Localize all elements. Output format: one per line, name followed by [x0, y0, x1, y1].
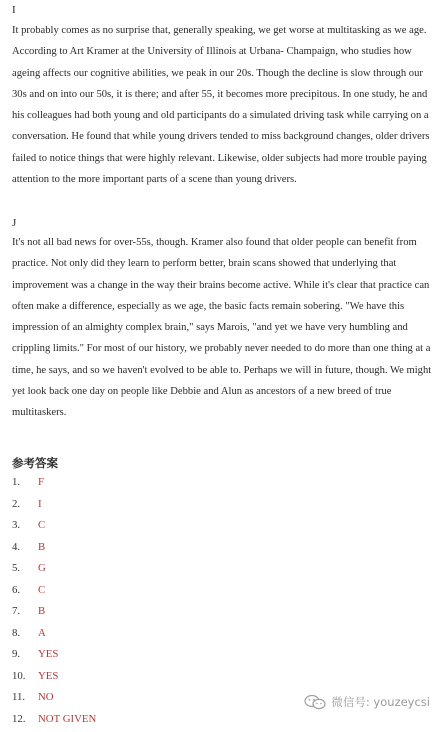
answer-item: [12, 515, 96, 537]
answer-value: B: [38, 540, 46, 553]
paragraph-i: It probably comes as no surprise that, generally speaking, we get worse at multitasking as we age. According to Art Kramer at the University of Illinois at Urbana- Champaign, who studies how ageing affects our cognitive abilities, we peak in our 20s. Though the decline is slow through our 30s and on into our 50s, it is there; and after 55, it becomes more precipitous. In one study, he and his colleagues had both young and old participants do a simulated driving task while carrying on a conversation. He found that while young drivers tended to miss background changes, older drivers failed to notice things that were highly relevant. Likewise, older subjects had more trouble paying attention to the more important parts of a scene than young drivers.: [12, 25, 430, 186]
wechat-watermark: [304, 694, 430, 710]
answer-number: 7.: [12, 605, 21, 617]
answer-number: 9.: [12, 648, 21, 660]
answer-value: C: [38, 519, 46, 531]
answer-value: F: [38, 476, 45, 488]
answer-item: [12, 558, 96, 580]
answer-item: [12, 580, 96, 602]
answer-item: [12, 537, 96, 559]
answer-value: YES: [38, 669, 59, 682]
answer-number: 10.: [12, 669, 26, 682]
answer-item: [12, 494, 96, 516]
watermark-text: 微信号: youzeycsi: [331, 695, 430, 709]
answer-key-title: 参考答案: [12, 456, 58, 470]
answer-value: B: [38, 605, 46, 617]
answer-item: [12, 666, 96, 688]
answer-number: 1.: [12, 476, 21, 488]
answer-value: A: [38, 626, 46, 639]
section-letter-j: J: [12, 217, 17, 229]
answer-item: [12, 687, 96, 709]
answer-value: NOT GIVEN: [38, 712, 97, 725]
answer-number: 4.: [12, 540, 21, 553]
wechat-icon: [304, 694, 326, 710]
answer-number: 12.: [12, 712, 26, 725]
answer-item: [12, 601, 96, 623]
answer-value: YES: [38, 648, 59, 660]
answer-number: 11.: [12, 691, 26, 703]
answer-item: [12, 623, 96, 645]
answer-value: C: [38, 583, 46, 596]
section-letter-i: I: [12, 4, 16, 16]
answer-list: [12, 472, 96, 730]
answer-value: I: [38, 497, 42, 510]
answer-value: G: [38, 562, 46, 574]
answer-number: 8.: [12, 626, 21, 639]
answer-value: NO: [38, 691, 54, 703]
answer-item: [12, 472, 96, 494]
answer-number: 6.: [12, 583, 21, 596]
answer-number: 3.: [12, 519, 21, 531]
answer-item: [12, 644, 96, 666]
answer-item: [12, 709, 96, 731]
answer-number: 2.: [12, 497, 21, 510]
answer-number: 5.: [12, 562, 21, 574]
paragraph-j: It's not all bad news for over-55s, though. Kramer also found that older people can benefit from practice. Not only did they learn to perform better, brain scans showed that underlying that improvement was a change in the way their brains become active. While it's clear that practice can often make a difference, especially as we age, the basic facts remain sobering. "We have this impression of an almighty complex brain," says Marois, "and yet we have very humbling and crippling limits." For most of our history, we probably never needed to do more than one thing at a time, he says, and so we haven't evolved to be able to. Perhaps we will in future, though. We might yet look back one day on people like Debbie and Alun as ancestors of a new breed of true multitaskers.: [12, 237, 432, 419]
